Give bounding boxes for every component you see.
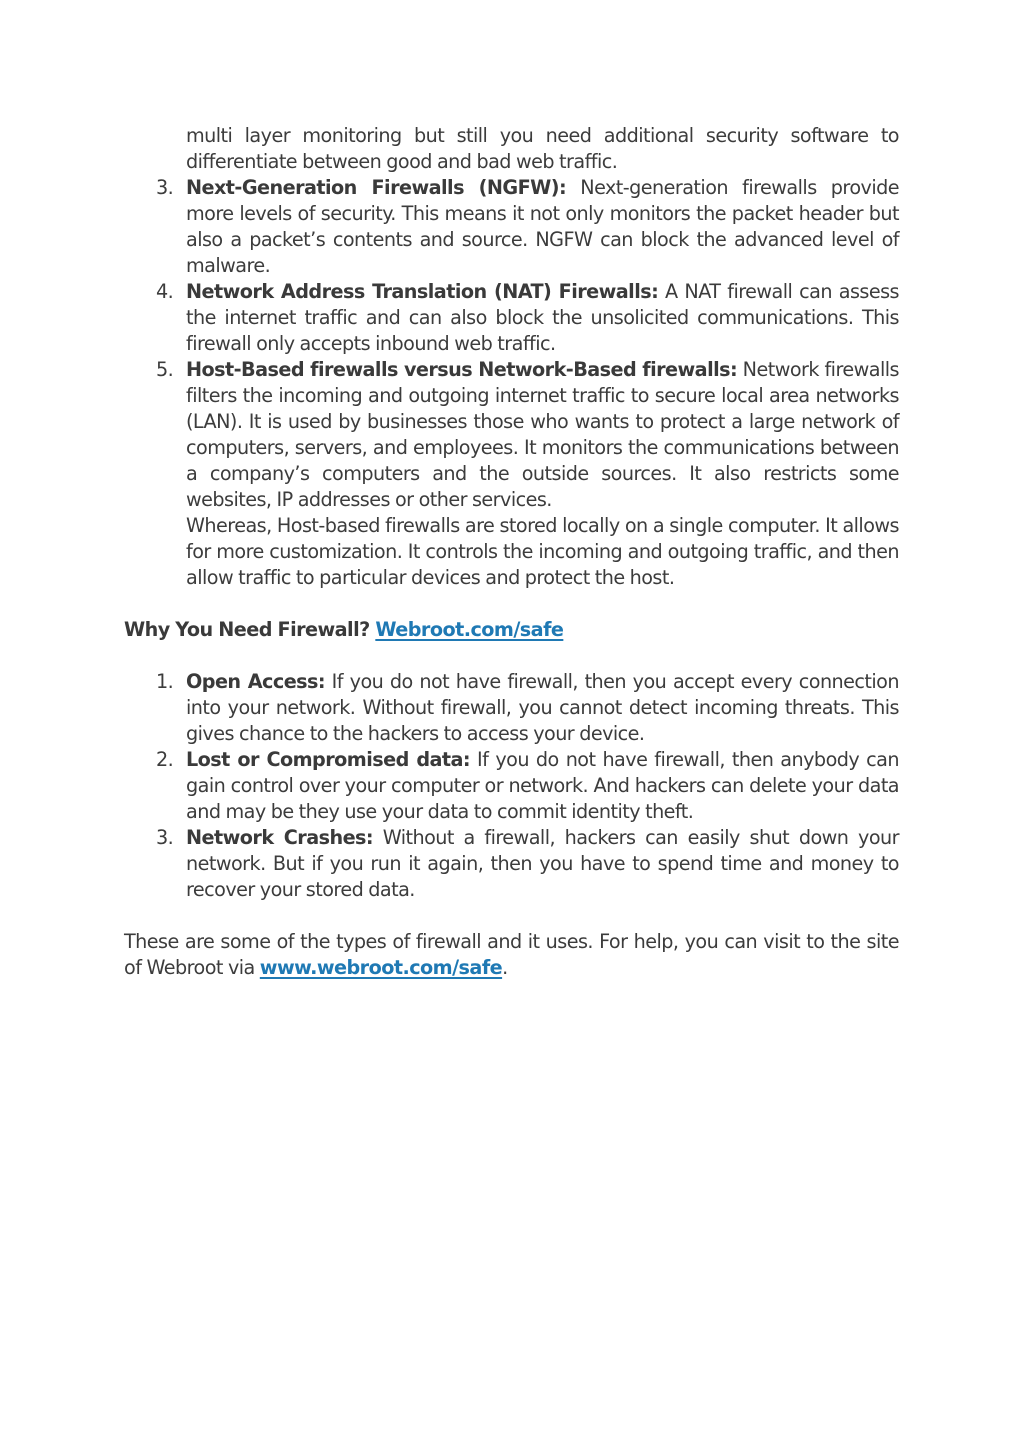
spacer bbox=[124, 643, 899, 669]
closing-text: These are some of the types of firewall and it uses. For help, you can visit to the site of Webroot via bbox=[124, 930, 899, 979]
item-text: If you do not have firewall, then anybody can gain control over your computer or network. And hackers can delete your data and may be they use your data to commit identity theft. bbox=[186, 748, 899, 823]
webroot-closing-link[interactable]: www.webroot.com/safe bbox=[259, 956, 503, 979]
item-title: Open Access: bbox=[186, 670, 326, 693]
list-item-nat bbox=[124, 279, 899, 357]
item-extra-paragraph: Whereas, Host-based firewalls are stored locally on a single computer. It allows for more customization. It controls the incoming and outgoing traffic, and then allow traffic to particular devices and protect the host. bbox=[186, 514, 899, 589]
item-text: Network firewalls filters the incoming and outgoing internet traffic to secure local area networks (LAN). It is used by businesses those who wants to protect a large network of computers, servers, and employees. It monitors the communications between a company’s computers and the outside sources. It also restricts some websites, IP addresses or other services. bbox=[186, 358, 899, 511]
closing-suffix: . bbox=[502, 956, 508, 979]
item-title: Next-Generation Firewalls (NGFW): bbox=[186, 176, 567, 199]
item-text: If you do not have firewall, then you accept every connection into your network. Without firewall, you cannot detect incoming threats. This gives chance to the hackers to access your device. bbox=[186, 670, 899, 745]
list-item-lost-data bbox=[124, 747, 899, 825]
item-title: Host-Based firewalls versus Network-Based firewalls: bbox=[186, 358, 738, 381]
heading-text: Why You Need Firewall? bbox=[124, 618, 376, 641]
why-list bbox=[124, 669, 899, 903]
item-title: Network Crashes: bbox=[186, 826, 374, 849]
closing-paragraph bbox=[124, 929, 899, 981]
list-number: 5. bbox=[156, 358, 174, 381]
list-item-ngfw bbox=[124, 175, 899, 279]
item-title: Network Address Translation (NAT) Firewalls: bbox=[186, 280, 659, 303]
list-number: 3. bbox=[156, 176, 174, 199]
list-item-host-vs-network bbox=[124, 357, 899, 591]
spacer bbox=[124, 903, 899, 929]
list-number: 4. bbox=[156, 280, 174, 303]
list-item-network-crashes bbox=[124, 825, 899, 903]
list-number: 2. bbox=[156, 748, 174, 771]
item-text: Next-generation firewalls provide more levels of security. This means it not only monitors the packet header but also a packet’s contents and source. NGFW can block the advanced level of malware. bbox=[186, 176, 899, 277]
item-text: Without a firewall, hackers can easily shut down your network. But if you run it again, then you have to spend time and money to recover your stored data. bbox=[186, 826, 899, 901]
list-number: 3. bbox=[156, 826, 174, 849]
item-title: Lost or Compromised data: bbox=[186, 748, 471, 771]
continuation-paragraph: multi layer monitoring but still you need additional security software to differentiate between good and bad web traffic. bbox=[186, 124, 899, 173]
list-number: 1. bbox=[156, 670, 174, 693]
item-text: A NAT firewall can assess the internet traffic and can also block the unsolicited communications. This firewall only accepts inbound web traffic. bbox=[186, 280, 899, 355]
document-page bbox=[124, 123, 899, 981]
list-item-open-access bbox=[124, 669, 899, 747]
firewall-types-list bbox=[124, 175, 899, 591]
section-heading bbox=[124, 617, 899, 643]
webroot-heading-link[interactable]: Webroot.com/safe bbox=[375, 618, 564, 641]
